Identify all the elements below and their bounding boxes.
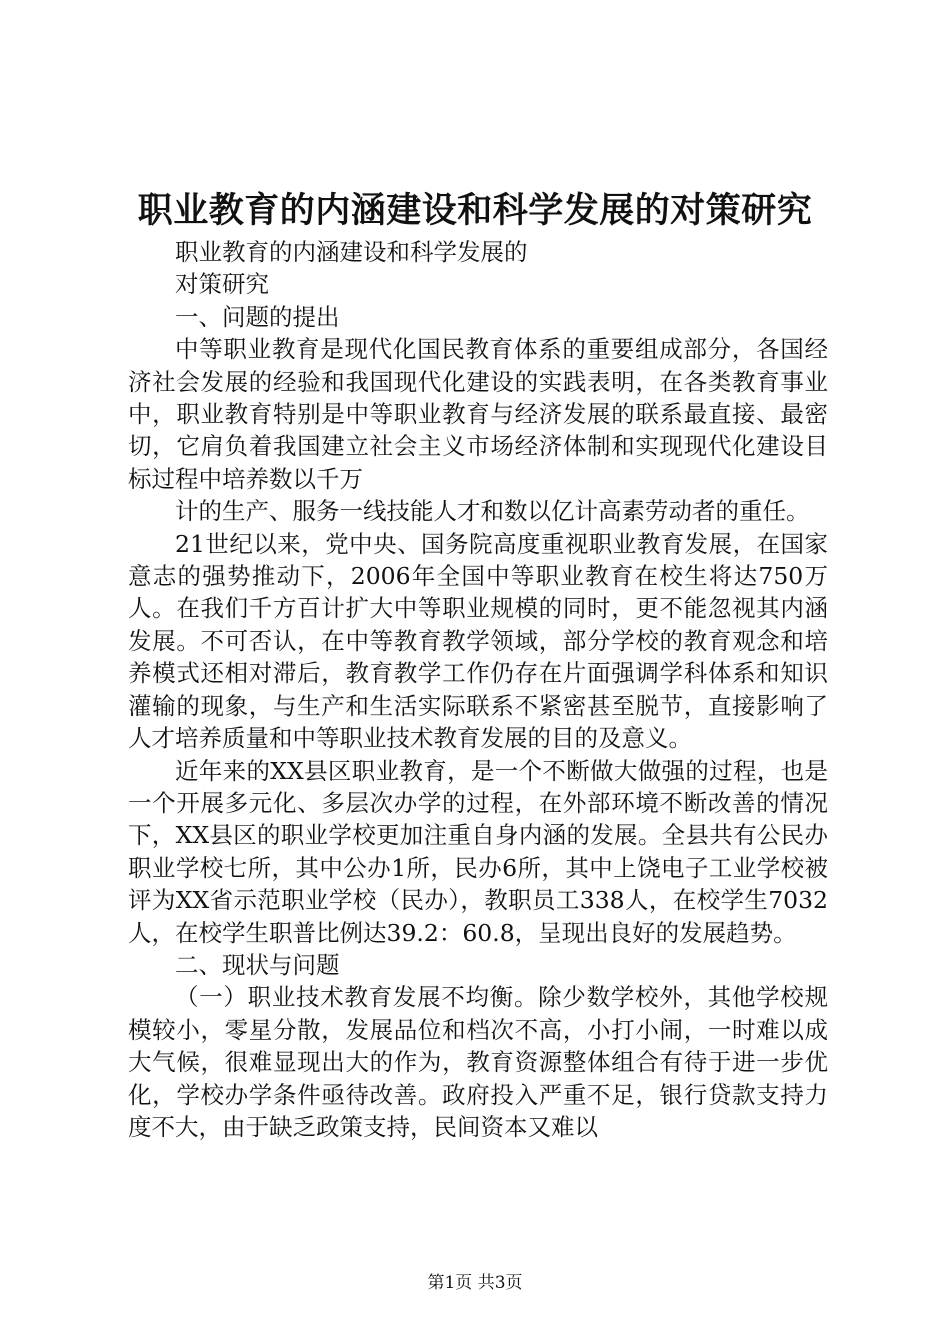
document-body [128,236,828,1143]
paragraph: 计的生产、服务一线技能人才和数以亿计高素劳动者的重任。 [175,497,810,526]
paragraph: 近年来的XX县区职业教育，是一个不断做大做强的过程，也是一个开展多元化、多层次办学的过程，在外部环境不断改善的情况下，XX县区的职业学校更加注重自身内涵的发展。全县共有公民办职业学校七所，其中公办1所，民办6所，其中上饶电子工业学校被评为XX省示范职业学校（民办），教职员工338人，在校学生7032人，在校学生职普比例达39.2：60.8，呈现出良好的发展趋势。 [128,756,828,947]
section-heading: 二、现状与问题 [175,950,340,979]
paragraph: 中等职业教育是现代化国民教育体系的重要组成部分，各国经济社会发展的经验和我国现代化建设的实践表明，在各类教育事业中，职业教育特别是中等职业教育与经济发展的联系最直接、最密切，它肩负着我国建立社会主义市场经济体制和实现现代化建设目标过程中培养数以千万 [128,335,828,493]
section-heading: 一、问题的提出 [175,302,340,331]
paragraph: 职业教育的内涵建设和科学发展的 [175,238,528,266]
paragraph: （一）职业技术教育发展不均衡。除少数学校外，其他学校规模较小，零星分散，发展品位和档次不高，小打小闹，一时难以成大气候，很难显现出大的作为，教育资源整体组合有待于进一步优化，学校办学条件亟待改善。政府投入严重不足，银行贷款支持力度不大，由于缺乏政策支持，民间资本又难以 [128,983,828,1141]
paragraph: 对策研究 [175,270,269,299]
document-title: 职业教育的内涵建设和科学发展的对策研究 [137,190,813,231]
page-number-footer: 第1页 共3页 [427,1273,523,1293]
paragraph: 21世纪以来，党中央、国务院高度重视职业教育发展，在国家意志的强势推动下，2006年全国中等职业教育在校生将达750万人。在我们千方百计扩大中等职业规模的同时，更不能忽视其内涵发展。不可否认，在中等教育教学领域，部分学校的教育观念和培养模式还相对滞后，教育教学工作仍存在片面强调学科体系和知识灌输的现象，与生产和生活实际联系不紧密甚至脱节，直接影响了人才培养质量和中等职业技术教育发展的目的及意义。 [128,529,828,753]
